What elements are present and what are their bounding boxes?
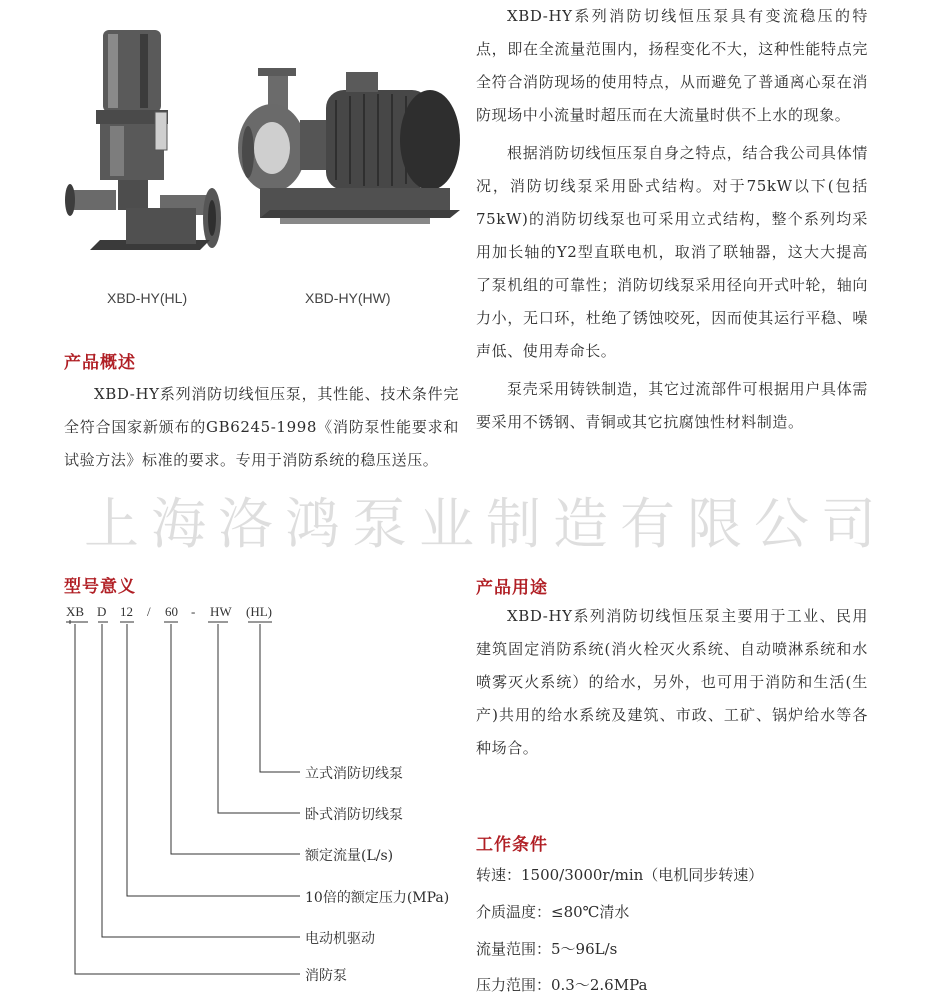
vertical-pump-image xyxy=(65,30,221,250)
model-code-d: D xyxy=(97,604,107,619)
model-code-xb: XB xyxy=(66,604,85,619)
usage-text: XBD-HY系列消防切线恒压泵主要用于工业、民用建筑固定消防系统(消火栓灭火系统、自动喷淋系统和水喷雾灭火系统）的给水，另外，也可用于消防和生活(生产)共用的给水系统及建筑、市政、工矿、锅炉给水等各种场合。 xyxy=(476,607,868,757)
meaning-pressure: 10倍的额定压力(MPa) xyxy=(305,890,450,906)
model-code-slash: / xyxy=(147,604,151,619)
meaning-fire-pump: 消防泵 xyxy=(305,968,347,984)
model-code-dash: - xyxy=(191,604,196,619)
meaning-motor: 电动机驱动 xyxy=(305,931,375,947)
model-code-hw: HW xyxy=(210,604,232,619)
features-paragraph-2: 根据消防切线恒压泵自身之特点，结合我公司具体情况，消防切线泵采用卧式结构。对于75kW以下(包括75kW)的消防切线泵也可采用立式结构，整个系列均采用加长轴的Y2型直联电机，取消了联轴器，这大大提高了泵机组的可靠性；消防切线泵采用径向开式叶轮，轴向力小，无口环，杜绝了锈蚀咬死，因而使其运行平稳、噪声低、使用寿命长。 xyxy=(476,144,868,360)
conditions-heading: 工作条件 xyxy=(476,835,548,855)
meaning-flow: 额定流量(L/s) xyxy=(305,848,394,864)
condition-pressure-range: 压力范围：0.3～2.6MPa xyxy=(476,976,648,994)
meaning-vertical: 立式消防切线泵 xyxy=(305,766,403,782)
vertical-pump-caption: XBD-HY(HL) xyxy=(107,290,188,306)
horizontal-pump-image xyxy=(238,68,460,224)
pump-illustrations xyxy=(60,20,470,270)
features-section xyxy=(476,0,868,439)
usage-heading: 产品用途 xyxy=(476,578,548,598)
features-paragraph-3: 泵壳采用铸铁制造，其它过流部件可根据用户具体需要采用不锈钢、青铜或其它抗腐蚀性材料制造。 xyxy=(476,380,868,431)
features-paragraph-1: XBD-HY系列消防切线恒压泵具有变流稳压的特点，即在全流量范围内，扬程变化不大，这种性能特点完全符合消防现场的使用特点，从而避免了普通离心泵在消防现场中小流量时超压而在大流量时供不上水的现象。 xyxy=(476,7,868,124)
meaning-horizontal: 卧式消防切线泵 xyxy=(305,807,403,823)
condition-speed: 转速：1500/3000r/min（电机同步转速） xyxy=(476,866,764,884)
model-heading: 型号意义 xyxy=(64,577,136,597)
model-code-pressure: 60 xyxy=(165,604,178,619)
model-connector-lines xyxy=(60,620,310,990)
overview-heading: 产品概述 xyxy=(64,353,136,373)
model-code-hl: (HL) xyxy=(246,604,272,619)
condition-temperature: 介质温度：≤80℃清水 xyxy=(476,903,630,921)
company-watermark: 上海洛鸿泵业制造有限公司 xyxy=(84,492,889,556)
condition-flow-range: 流量范围：5～96L/s xyxy=(476,940,618,958)
horizontal-pump-caption: XBD-HY(HW) xyxy=(305,290,391,306)
overview-text: XBD-HY系列消防切线恒压泵，其性能、技术条件完全符合国家新颁布的GB6245-1998《消防泵性能要求和试验方法》标准的要求。专用于消防系统的稳压送压。 xyxy=(64,385,459,469)
model-code-flow: 12 xyxy=(120,604,133,619)
